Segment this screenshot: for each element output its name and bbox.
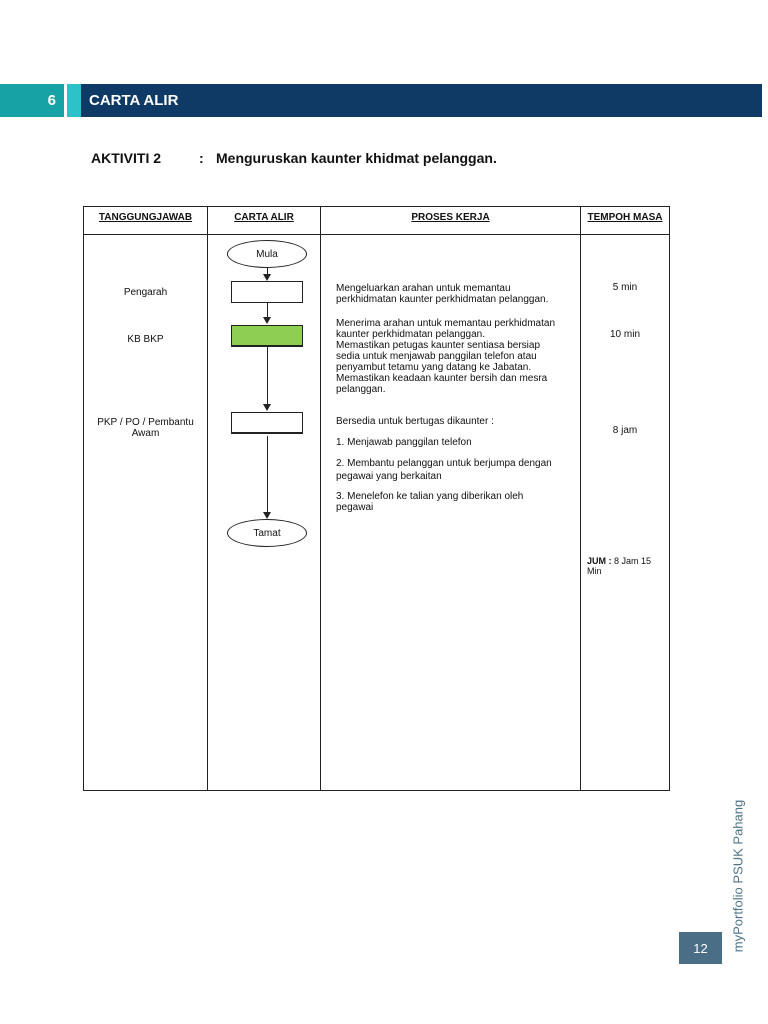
responsible-kb-bkp: KB BKP [127,334,164,345]
process-line: Menerima arahan untuk memantau perkhidmatan [336,318,556,329]
section-number: 6 [0,84,64,117]
duration-2: 10 min [609,329,640,340]
section-title-bar [81,84,762,117]
duration-3: 8 jam [612,425,638,436]
process-line: Mengeluarkan arahan untuk memantau [336,283,511,294]
responsible-pkp: PKP / PO / Pembantu Awam [97,417,194,439]
arrow-down-icon [263,317,271,324]
process-box-2 [231,325,303,347]
flowchart-end [227,519,307,547]
column-divider [320,206,321,791]
arrow-down-icon [263,512,271,519]
header-flowchart: CARTA ALIR [234,212,294,223]
process-step-2 [336,318,576,395]
header-duration: TEMPOH MASA [587,212,663,223]
process-line: kaunter perkhidmatan pelanggan. [336,329,485,340]
total-label: JUM : [587,556,612,566]
header-process: PROSES KERJA [411,212,490,223]
table-header-divider [83,234,670,235]
process-item-1: 1. Menjawab panggilan telefon [336,437,472,448]
process-line: sedia untuk menjawab panggilan telefon atau [336,351,537,362]
connector-line [267,347,268,404]
start-label: Mula [256,248,278,260]
duration-total [587,556,665,576]
header-accent [67,84,81,117]
connector-line [267,436,268,512]
process-line: perkhidmatan kaunter perkhidmatan pelanggan. [336,294,549,305]
connector-line [267,303,268,317]
duration-1: 5 min [612,282,638,293]
process-box-3 [231,412,303,434]
activity-colon: : [199,150,204,166]
process-step-3-intro: Bersedia untuk bertugas dikaunter : [336,416,494,427]
activity-title: Menguruskan kaunter khidmat pelanggan. [216,150,497,166]
header-responsible: TANGGUNGJAWAB [98,212,193,223]
flowchart-start [227,240,307,268]
process-box-1 [231,281,303,303]
process-step-1 [336,283,576,305]
arrow-down-icon [263,404,271,411]
process-line: pelanggan. [336,384,386,395]
arrow-down-icon [263,274,271,281]
process-line: Memastikan petugas kaunter sentiasa bersiap [336,340,541,351]
section-title: CARTA ALIR [89,92,179,109]
process-line: penyambut tetamu yang datang ke Jabatan. [336,362,532,373]
end-label: Tamat [253,527,281,539]
column-divider [580,206,581,791]
total-value: 8 Jam 15 Min [587,556,652,576]
portfolio-side-label: myPortfolio PSUK Pahang [730,799,746,953]
column-divider [207,206,208,791]
page-number: 12 [679,932,722,964]
process-item-3: 3. Menelefon ke talian yang diberikan oleh pegawai [336,491,524,513]
process-line: Memastikan keadaan kaunter bersih dan mesra [336,373,548,384]
responsible-pengarah: Pengarah [123,287,168,298]
activity-label: AKTIVITI 2 [91,150,162,166]
process-item-2: 2. Membantu pelanggan untuk berjumpa dengan pegawai yang berkaitan [336,458,552,482]
